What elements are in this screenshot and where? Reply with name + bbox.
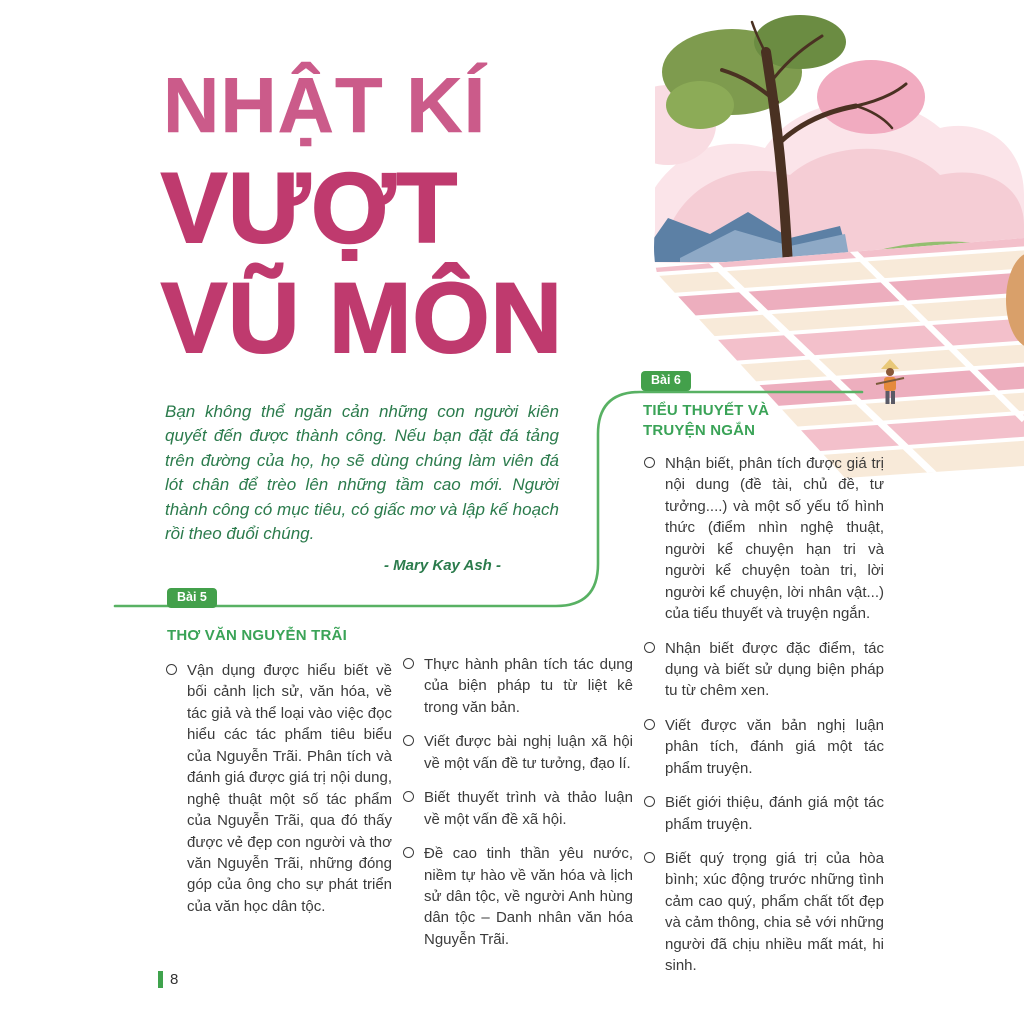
lesson6-title: TIỂU THUYẾT VÀ TRUYỆN NGẮN (643, 402, 770, 440)
objective-item (402, 654, 633, 718)
lesson6-badge: Bài 6 (641, 371, 691, 391)
objective-item (402, 843, 633, 950)
quote-attribution: - Mary Kay Ash - (384, 556, 501, 574)
objective-text: Nhận biết được đặc điểm, tác dụng và biết sử dụng biện pháp tu từ chêm xen. (665, 639, 884, 700)
objective-item (402, 787, 633, 830)
circle-bullet-icon (403, 847, 414, 858)
objective-text: Vận dụng được hiểu biết về bối cảnh lịch sử, văn hóa, về tác giả và thể loại vào việc đọc hiểu các tác phẩm tiêu biểu của Nguyễn Trãi. Phân tích và đánh giá được giá trị nội dung, nghệ thuật một số tác phẩm của Nguyễn Trãi, qua đó thấy được vẻ đẹp con người và thơ văn Nguyễn Trãi, những đóng góp của ông cho sự phát triển của văn học dân tộc. (187, 662, 392, 915)
objective-text: Biết thuyết trình và thảo luận về một vấn đề xã hội. (424, 789, 633, 828)
circle-bullet-icon (403, 735, 414, 746)
objective-text: Viết được bài nghị luận xã hội về một vấn đề tư tưởng, đạo lí. (424, 733, 633, 772)
objective-item (165, 660, 392, 917)
page-title-line1: NHẬT KÍ (163, 61, 487, 149)
circle-bullet-icon (644, 642, 655, 653)
page-title-line2: VƯỢT (161, 152, 459, 263)
objective-item (643, 638, 884, 702)
page-footer (158, 971, 178, 988)
objective-item (402, 731, 633, 774)
lesson5-column-2 (402, 654, 633, 963)
objective-text: Biết quý trọng giá trị của hòa bình; xúc động trước những tình cảm cao quý, phẩm chất tốt đẹp và cảm thông, chia sẻ với những người đã chịu nhiều mất mát, hi sinh. (665, 850, 884, 975)
quote-text: Bạn không thể ngăn cản những con người kiên quyết đến được thành công. Nếu bạn đặt đá tảng trên đường của họ, họ sẽ dùng chúng làm viên đá lót chân để trèo lên những tầm cao mới. Người thành công có mục tiêu, có giấc mơ và lập kế hoạch rồi theo đuổi chúng. (165, 402, 559, 544)
circle-bullet-icon (403, 791, 414, 802)
lesson5-title: THƠ VĂN NGUYỄN TRÃI (167, 627, 347, 644)
lesson6-objectives (643, 453, 884, 990)
circle-bullet-icon (166, 664, 177, 675)
objective-text: Nhận biết, phân tích được giá trị nội dung (đề tài, chủ đề, tư tưởng....) và một số yếu tố hình thức (điểm nhìn nghệ thuật, người kể chuyện hạn tri và người kể chuyện toàn tri, lời người kể chuyện, lời nhân vật...) của tiểu thuyết và truyện ngắn. (665, 455, 884, 623)
page-title-line3: VŨ MÔN (161, 262, 563, 373)
epigraph-quote (165, 400, 559, 574)
circle-bullet-icon (403, 658, 414, 669)
page-number: 8 (170, 971, 179, 988)
objective-item (643, 848, 884, 977)
objective-item (643, 453, 884, 625)
objective-text: Biết giới thiệu, đánh giá một tác phẩm truyện. (665, 794, 884, 833)
objective-text: Đề cao tinh thần yêu nước, niềm tự hào về văn hóa và lịch sử dân tộc, về người Anh hùng dân tộc – Danh nhân văn hóa Nguyễn Trãi. (424, 845, 633, 948)
lesson5-badge: Bài 5 (167, 588, 217, 608)
objective-item (643, 715, 884, 779)
circle-bullet-icon (644, 796, 655, 807)
page-number-bar-icon (158, 971, 163, 988)
objective-item (643, 792, 884, 835)
circle-bullet-icon (644, 457, 655, 468)
lesson5-column-1 (165, 660, 392, 930)
objective-text: Viết được văn bản nghị luận phân tích, đánh giá một tác phẩm truyện. (665, 716, 884, 777)
circle-bullet-icon (644, 852, 655, 863)
objective-text: Thực hành phân tích tác dụng của biện pháp tu từ liệt kê trong văn bản. (424, 656, 633, 716)
circle-bullet-icon (644, 719, 655, 730)
